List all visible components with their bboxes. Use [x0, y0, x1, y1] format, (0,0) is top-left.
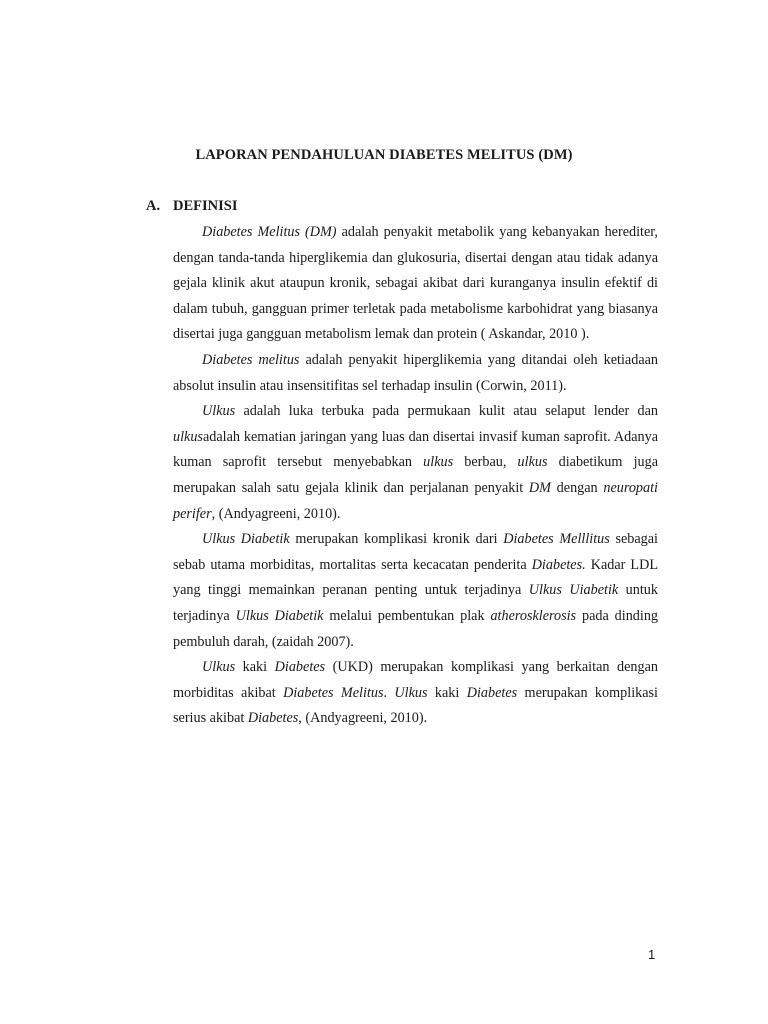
italic-term: ulkus [517, 454, 548, 471]
section-heading-text: DEFINISI [173, 198, 238, 214]
paragraph-dm-definition [173, 220, 658, 348]
italic-term: ulkus [173, 428, 203, 445]
section-marker: A. [146, 198, 161, 214]
italic-term: Ulkus [394, 684, 428, 701]
text-run: , (Andyagreeni, 2010). [298, 710, 428, 727]
text-run: adalah penyakit metabolik yang kebanyakan herediter, dengan tanda-tanda hiperglikemia dan glukosuria, disertai dengan atau tidak adanya gejala klinik akut ataupun kronik, sebagai akibat dari kuranganya insulin efektif di dalam tubuh, gangguan primer terletak pada metabolisme karbohidrat yang biasanya disertai juga gangguan metabolism lemak dan protein ( Askandar, 2010 ). [173, 224, 658, 343]
text-run: , (Andyagreeni, 2010). [211, 505, 341, 522]
text-run: diabetikum juga merupakan salah satu gejala klinik dan perjalanan penyakit [173, 454, 658, 496]
body-text [173, 220, 658, 732]
italic-term: Diabetes Melllitus [503, 531, 610, 548]
text-run: sebagai sebab utama morbiditas, mortalitas serta kecacatan penderita [173, 531, 659, 573]
text-run: pada dinding pembuluh darah, (zaidah 2007). [173, 607, 659, 650]
paragraph-ulkus-diabetik [173, 527, 658, 655]
text-run: merupakan komplikasi kronik dari [289, 531, 504, 548]
text-run: . [383, 684, 395, 701]
italic-term: atherosklerosis [490, 607, 577, 624]
text-run: dengan [551, 479, 604, 496]
page-number: 1 [648, 947, 656, 962]
text-run: (UKD) merupakan komplikasi yang berkaitan dengan morbiditas akibat [173, 659, 658, 701]
italic-term: Diabetes. [531, 556, 586, 573]
section-heading [146, 198, 237, 215]
paragraph-dm-corwin [173, 348, 658, 399]
text-run: kaki [427, 684, 467, 701]
italic-term: DM [528, 479, 551, 496]
text-run: merupakan komplikasi serius akibat [173, 684, 658, 727]
italic-term: Diabetes [466, 684, 518, 701]
paragraph-ulkus-definition [173, 399, 658, 527]
italic-term: Diabetes Melitus [283, 684, 384, 701]
text-run: berbau, [453, 454, 518, 471]
text-run: Kadar LDL yang tinggi memainkan peranan penting untuk terjadinya [173, 556, 658, 599]
text-run: melalui pembentukan plak [323, 607, 491, 624]
italic-term: Diabetes Melitus (DM) [202, 224, 337, 240]
text-run: adalah kematian jaringan yang luas dan disertai invasif kuman saprofit. Adanya kuman saprofit tersebut menyebabkan [173, 428, 658, 471]
italic-term: Ulkus Uiabetik [528, 582, 619, 599]
paragraph-ukd [173, 655, 658, 732]
italic-term: Diabetes melitus [202, 351, 300, 368]
italic-term: Diabetes [247, 710, 299, 727]
text-run: adalah penyakit hiperglikemia yang ditandai oleh ketiadaan absolut insulin atau insensitifitas sel terhadap insulin (Corwin, 2011). [173, 351, 659, 394]
text-run: kaki [235, 659, 275, 676]
text-run: untuk terjadinya [173, 582, 658, 624]
italic-term: neuropati perifer [173, 479, 658, 522]
italic-term: ulkus [423, 454, 454, 471]
document-title: LAPORAN PENDAHULUAN DIABETES MELITUS (DM) [195, 147, 573, 163]
italic-term: Ulkus Diabetik [202, 531, 290, 548]
italic-term: Ulkus [202, 659, 236, 676]
italic-term: Ulkus [202, 403, 236, 420]
italic-term: Ulkus Diabetik [235, 607, 324, 624]
text-run: adalah luka terbuka pada permukaan kulit atau selaput lender dan [235, 403, 658, 420]
italic-term: Diabetes [274, 659, 326, 676]
